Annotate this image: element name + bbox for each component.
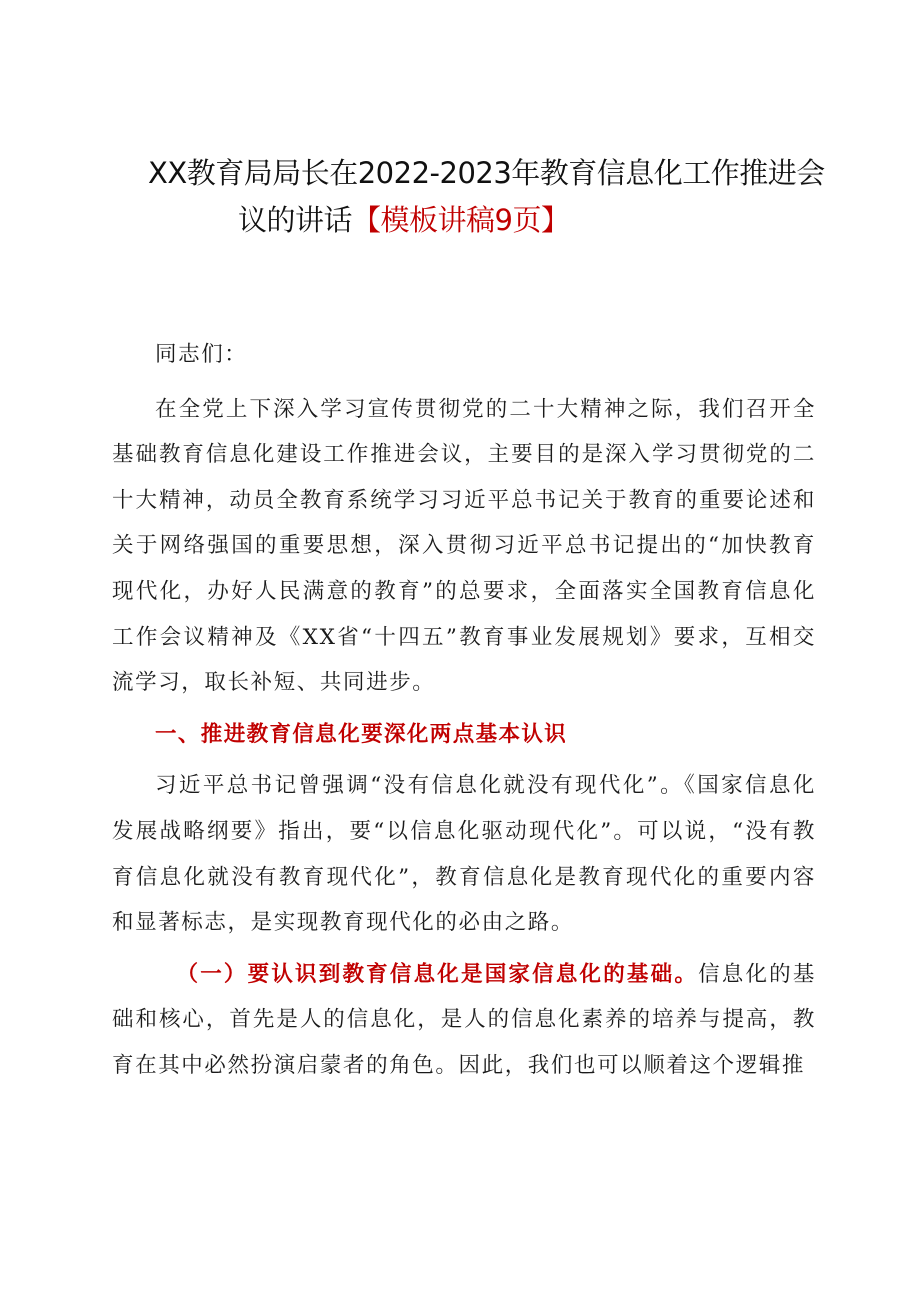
title-line-2 — [110, 197, 830, 244]
paragraph-informatization: 习近平总书记曾强调“没有信息化就没有现代化”。《国家信息化发展战略纲要》指出，要“以信息化驱动现代化”。可以说，“没有教育信息化就没有教育现代化”，教育信息化是教育现代化的重要内容和显著标志，是实现教育现代化的必由之路。 — [112, 773, 816, 936]
title-line-1: XX教育局局长在2022-2023年教育信息化工作推进会 — [148, 156, 825, 190]
paragraph-intro: 在全党上下深入学习宣传贯彻党的二十大精神之际，我们召开全基础教育信息化建设工作推进会议，主要目的是深入学习贯彻党的二十大精神，动员全教育系统学习习近平总书记关于教育的重要论述和关于网络强国的重要思想，深入贯彻习近平总书记提出的“加快教育现代化，办好人民满意的教育”的总要求，全面落实全国教育信息化工作会议精神及《XX省“十四五”教育事业发展规划》要求，互相交流学习，取长补短、共同进步。 — [112, 396, 816, 696]
title-line-2-main: 议的讲话 — [238, 203, 353, 237]
paragraph-foundation — [112, 952, 816, 1089]
document-body — [112, 332, 816, 1089]
document-title — [110, 150, 830, 244]
title-bracket-note: 【模板讲稿9页】 — [352, 203, 570, 237]
paragraph-foundation-text: 信息化的基础和核心，首先是人的信息化，是人的信息化素养的培养与提高，教育在其中必然扮演启蒙者的角色。因此，我们也可以顺着这个逻辑推 — [112, 961, 816, 1078]
salutation: 同志们： — [155, 342, 248, 367]
subsection-lead-1: （一）要认识到教育信息化是国家信息化的基础。 — [176, 961, 699, 987]
section-heading-1: 一、推进教育信息化要深化两点基本认识 — [155, 721, 568, 747]
